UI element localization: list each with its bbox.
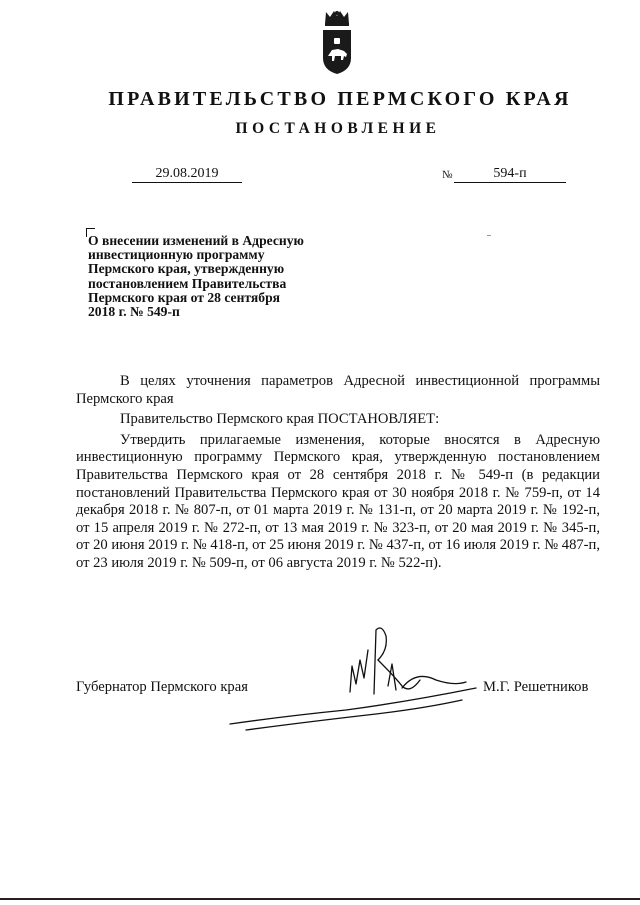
- page-bottom-border: [0, 898, 640, 900]
- body-paragraph: В целях уточнения параметров Адресной инвестиционной программы Пермского края: [76, 373, 600, 407]
- subject-line: инвестиционную программу: [88, 247, 265, 263]
- document-type: ПОСТАНОВЛЕНИЕ: [235, 120, 441, 137]
- subject-corner-mark-right: [487, 235, 491, 236]
- government-title: ПРАВИТЕЛЬСТВО ПЕРМСКОГО КРАЯ: [108, 88, 572, 110]
- subject-line: О внесении изменений в Адресную: [88, 233, 304, 248]
- body-paragraph: Правительство Пермского края ПОСТАНОВЛЯЕТ:: [120, 411, 440, 428]
- number-label: №: [442, 169, 453, 181]
- coat-of-arms-icon: [320, 10, 354, 76]
- subject-line: Пермского края, утвержденную: [88, 261, 285, 277]
- document-number: 594-п: [454, 165, 566, 183]
- subject-line: постановлением Правительства: [88, 275, 287, 291]
- document-date: 29.08.2019: [132, 165, 242, 183]
- signer-role: Губернатор Пермского края: [76, 679, 248, 695]
- signer-name: М.Г. Решетников: [483, 679, 589, 695]
- body-paragraph: Утвердить прилагаемые изменения, которые вносятся в Адресную инвестиционную программу Пермского края, утвержденную постановлением Правительства Пермского края от 28 сентября 2018 г. № 549-п (в редакции постановлений Правительства Пермского края от 30 ноября 2018 г. № 759-п, от 14 декабря 2018 г. № 807-п, от 01 марта 2019 г. № 131-п, от 20 марта 2019 г. № 192-п, от 15 апреля 2019 г. № 272-п, от 13 мая 2019 г. № 323-п, от 20 мая 2019 г. № 345-п, от 20 июня 2019 г. № 418-п, от 25 июня 2019 г. № 437-п, от 16 июля 2019 г. № 487-п, от 23 июля 2019 г. № 509-п, от 06 августа 2019 г. № 522-п).: [76, 431, 600, 571]
- document-subject: [88, 234, 338, 319]
- subject-line: 2018 г. № 549-п: [88, 304, 180, 320]
- document-body: [76, 373, 600, 573]
- subject-line: Пермского края от 28 сентября: [88, 289, 280, 305]
- handwritten-signature: [226, 620, 486, 732]
